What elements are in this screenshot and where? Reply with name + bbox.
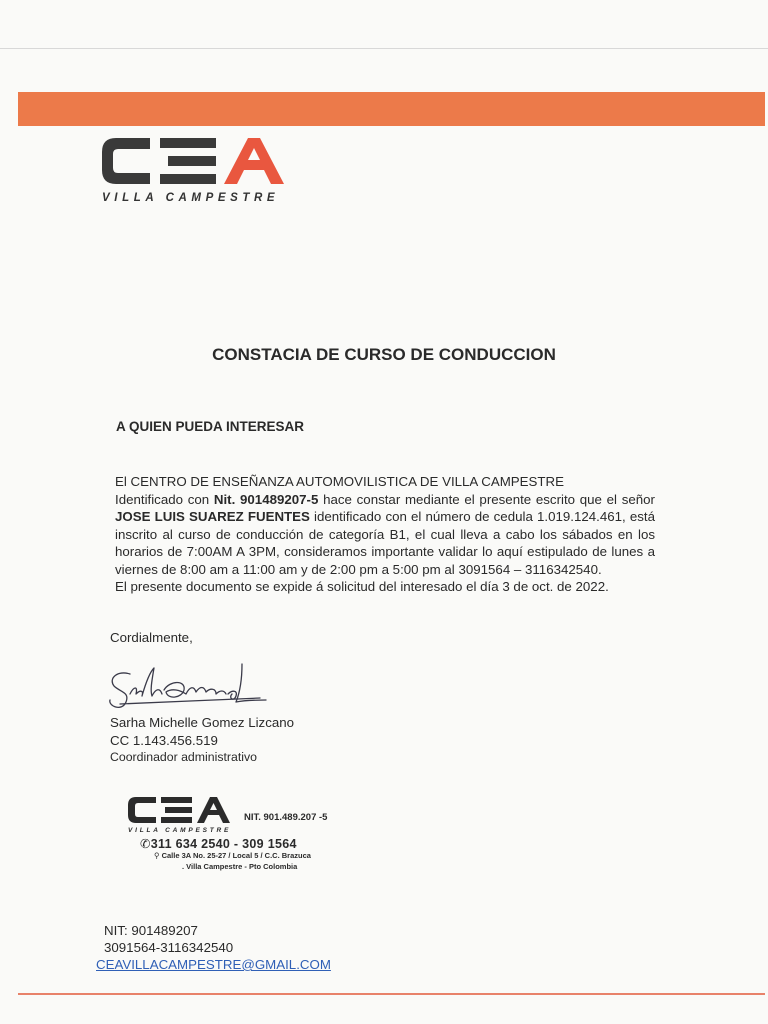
footer-nit: NIT: 901489207 xyxy=(104,923,198,938)
footer-phones: 3091564-3116342540 xyxy=(104,940,234,955)
stamp-address-text: Calle 3A No. 25-27 / Local 5 / C.C. Brazuca xyxy=(161,851,311,860)
cea-logo xyxy=(98,130,298,210)
phone-icon: ✆ xyxy=(140,837,151,851)
greeting: A QUIEN PUEDA INTERESAR xyxy=(116,419,305,434)
signer-id: CC 1.143.456.519 xyxy=(110,732,218,748)
stamp-nit: NIT. 901.489.207 -5 xyxy=(244,812,328,823)
body-intro: Identificado con xyxy=(115,491,214,507)
stamp-phones-text: 311 634 2540 - 309 1564 xyxy=(150,837,297,851)
location-pin-icon: ⚲ xyxy=(154,851,162,860)
signer-role: Coordinador administrativo xyxy=(110,750,257,764)
scan-edge-line xyxy=(0,48,768,49)
body-line-1: El CENTRO DE ENSEÑANZA AUTOMOVILISTICA DE VILLA CAMPESTRE xyxy=(115,474,565,489)
stamp-subtitle: VILLA CAMPESTRE xyxy=(128,827,232,834)
footer-email-link[interactable]: CEAVILLACAMPESTRE@GMAIL.COM xyxy=(96,957,331,972)
signer-block xyxy=(110,714,294,767)
company-stamp xyxy=(126,794,366,878)
stamp-address-line-1 xyxy=(154,851,311,860)
stamp-phones xyxy=(140,836,297,851)
logo-subtitle: VILLA CAMPESTRE xyxy=(102,192,280,204)
certificate-body xyxy=(115,473,655,596)
footer-rule xyxy=(18,993,765,995)
signer-name: Sarha Michelle Gomez Lizcano xyxy=(110,715,295,730)
document-title: CONSTACIA DE CURSO DE CONDUCCION xyxy=(212,345,556,364)
letterhead-band xyxy=(18,92,765,126)
stamp-address-line-2: . Villa Campestre - Pto Colombia xyxy=(182,862,298,871)
closing: Cordialmente, xyxy=(110,630,193,645)
body-paragraph xyxy=(115,491,655,579)
handwritten-signature xyxy=(100,656,270,720)
nit-number: Nit. 901489207-5 xyxy=(213,491,319,507)
student-name: JOSE LUIS SUAREZ FUENTES xyxy=(115,509,310,524)
body-rest: identificado con el número de cedula 1.019.124.461, está inscrito al curso de conducción de categoría B1, el cual lleva a cabo los sábados en los horarios de 7:00AM A 3PM, consideramos importante validar lo aquí estipulado de lunes a viernes de 8:00 am a 11:00 am y de 2:00 pm a 5:00 pm al 3091564 – 3116342540. xyxy=(115,509,655,577)
issue-line: El presente documento se expide á solicitud del interesado el día 3 de oct. de 2022. xyxy=(115,579,609,594)
footer-contact xyxy=(96,922,331,973)
body-middle: hace constar mediante el presente escrito que el señor xyxy=(318,491,655,507)
